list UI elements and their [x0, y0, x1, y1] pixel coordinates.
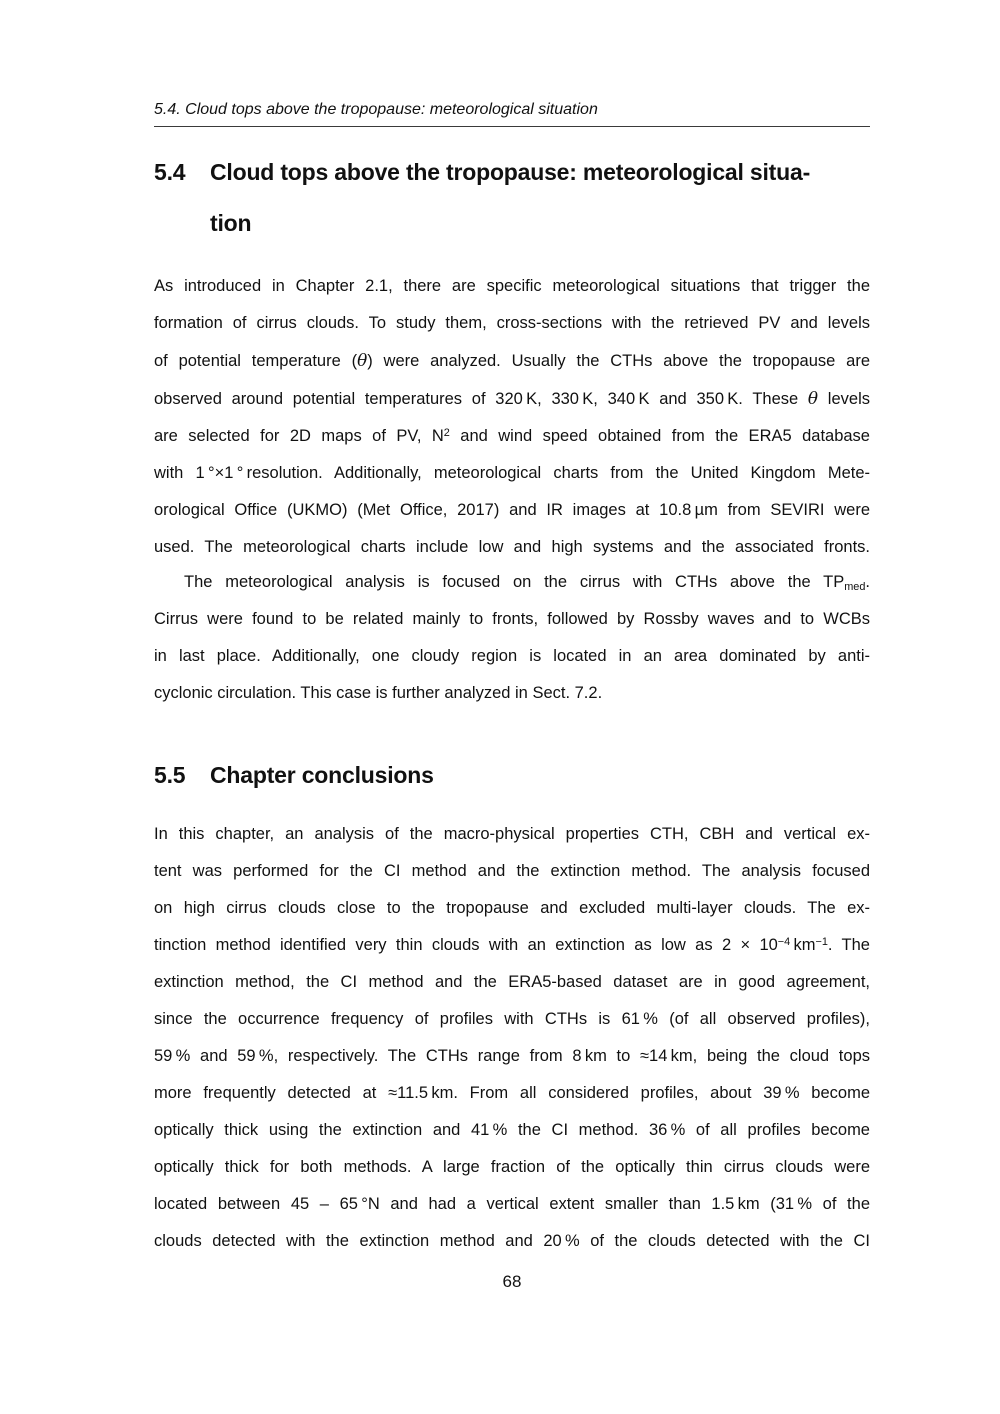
text-line: tent was performed for the CI method and the extinction method. The analysis focused — [154, 862, 870, 880]
paragraph-chapter-conclusions — [154, 816, 870, 1260]
text-line: extinction method, the CI method and the ERA5-based dataset are in good agreement, — [154, 973, 870, 991]
section-heading-5-4 — [154, 147, 870, 249]
superscript: −1 — [815, 935, 828, 948]
text-line: more frequently detected at ≈11.5 km. From all considered profiles, about 39 % become — [154, 1084, 870, 1102]
text-line: in last place. Additionally, one cloudy region is located in an area dominated by anti- — [154, 647, 870, 665]
text-line: observed around potential temperatures of 320 K, 330 K, 340 K and 350 K. These θ levels — [154, 388, 870, 408]
text-line: optically thick for both methods. A large fraction of the optically thin cirrus clouds were — [154, 1158, 870, 1176]
text-line: formation of cirrus clouds. To study them, cross-sections with the retrieved PV and levels — [154, 314, 870, 332]
text-line: Cirrus were found to be related mainly to fronts, followed by Rossby waves and to WCBs — [154, 610, 870, 628]
section-number: 5.4 — [154, 159, 186, 185]
text-line: Chapter conclusions — [210, 762, 434, 788]
page-number: 68 — [502, 1272, 522, 1291]
superscript: 2 — [443, 426, 450, 439]
text-line: optically thick using the extinction and 41 % the CI method. 36 % of all profiles become — [154, 1121, 870, 1139]
text-line: cyclonic circulation. This case is further analyzed in Sect. 7.2. — [154, 684, 603, 702]
text-line: located between 45 – 65 °N and had a vertical extent smaller than 1.5 km (31 % of the — [154, 1195, 870, 1213]
text-line: The meteorological analysis is focused on the cirrus with CTHs above the $TP_{med}$. — [184, 573, 870, 594]
text-line: 59 % and 59 %, respectively. The CTHs range from 8 km to ≈14 km, being the cloud tops — [154, 1047, 870, 1065]
math-symbol: θ — [807, 388, 819, 408]
section-number: 5.5 — [154, 762, 186, 788]
page-footer — [154, 1272, 870, 1292]
math-symbol: θ — [357, 350, 368, 370]
text-line: tinction method identified very thin clouds with an extinction as low as $2 \times 10^{-4}$ $km^{-1}$. The — [154, 935, 870, 954]
text-line: on high cirrus clouds close to the tropopause and excluded multi-layer clouds. The ex- — [154, 899, 870, 917]
paragraph-intro-meteorology — [154, 268, 870, 566]
section-title — [210, 750, 870, 801]
text-line: In this chapter, an analysis of the macro-physical properties CTH, CBH and vertical ex- — [154, 825, 870, 843]
text-line: since the occurrence frequency of profiles with CTHs is 61 % (of all observed profiles), — [154, 1010, 870, 1028]
text-line: clouds detected with the extinction method and 20 % of the clouds detected with the CI — [154, 1232, 870, 1250]
text-line: used. The meteorological charts include low and high systems and the associated fronts. — [154, 538, 870, 556]
text-line: orological Office (UKMO) (Met Office, 2017) and IR images at 10.8 µm from SEVIRI were — [154, 501, 870, 519]
section-heading-5-5 — [154, 750, 870, 801]
section-title — [210, 147, 870, 249]
paragraph-meteorological-analysis — [154, 564, 870, 712]
running-header — [154, 100, 870, 127]
text-line: are selected for 2D maps of PV, $N^2$ and wind speed obtained from the ERA5 database — [154, 426, 870, 445]
text-line: tion — [210, 210, 252, 236]
running-header-text: 5.4. Cloud tops above the tropopause: meteorological situation — [154, 101, 598, 118]
subscript: med — [844, 581, 866, 594]
superscript: −4 — [777, 935, 791, 948]
text-line: with 1 °×1 ° resolution. Additionally, meteorological charts from the United Kingdom Mete- — [154, 464, 870, 482]
text-line: As introduced in Chapter 2.1, there are specific meteorological situations that trigger the — [154, 277, 870, 295]
text-line: Cloud tops above the tropopause: meteorological situa- — [210, 159, 811, 185]
text-line: of potential temperature (θ) were analyzed. Usually the CTHs above the tropopause are — [154, 350, 871, 370]
